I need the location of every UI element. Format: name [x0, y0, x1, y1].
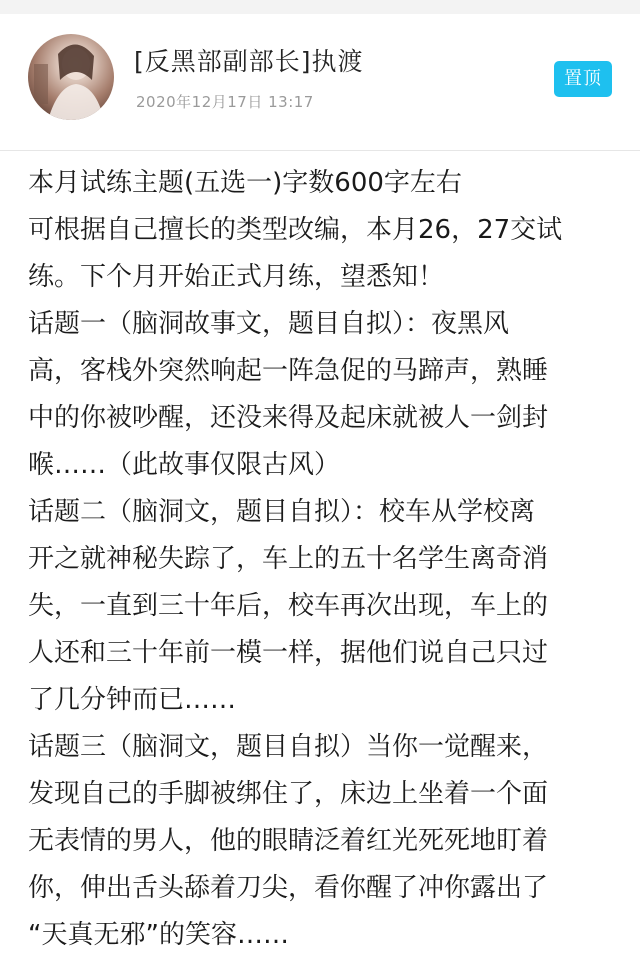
body-line: 本月试练主题(五选一)字数600字左右: [28, 168, 462, 198]
post-body: [28, 160, 618, 959]
status-strip: [0, 0, 640, 14]
body-line: “天真无邪”的笑容……: [28, 920, 289, 950]
body-line: 练。下个月开始正式月练，望悉知！: [28, 262, 445, 292]
body-line: 发现自己的手脚被绑住了，床边上坐着一个面: [28, 779, 549, 809]
body-line: 失，一直到三十年后，校车再次出现，车上的: [28, 591, 549, 621]
body-line: 喉……（此故事仅限古风）: [28, 450, 341, 480]
body-line: 人还和三十年前一模一样，据他们说自己只过: [28, 638, 549, 668]
body-line: 开之就神秘失踪了，车上的五十名学生离奇消: [28, 544, 549, 574]
post-header: [0, 14, 640, 142]
body-line: 话题二（脑洞文，题目自拟）：校车从学校离: [28, 497, 536, 527]
body-line: 你，伸出舌头舔着刀尖，看你醒了冲你露出了: [28, 873, 549, 903]
avatar-photo-icon: [28, 34, 114, 120]
header-divider: [0, 150, 640, 151]
body-line: 可根据自己擅长的类型改编，本月26，27交试: [28, 215, 563, 245]
body-line: 话题三（脑洞文，题目自拟）当你一觉醒来，: [28, 732, 549, 762]
body-line: 高，客栈外突然响起一阵急促的马蹄声，熟睡: [28, 356, 549, 386]
body-line: 话题一（脑洞故事文，题目自拟）：夜黑风: [28, 309, 510, 339]
body-line: 无表情的男人，他的眼睛泛着红光死死地盯着: [28, 826, 549, 856]
post-timestamp: 2020年12月17日 13:17: [136, 93, 314, 111]
author-name[interactable]: [反黑部副部长]执渡: [134, 47, 364, 76]
author-avatar[interactable]: [28, 34, 114, 120]
body-line: 了几分钟而已……: [28, 685, 237, 715]
body-line: 中的你被吵醒，还没来得及起床就被人一剑封: [28, 403, 549, 433]
pinned-badge: 置顶: [554, 61, 612, 97]
